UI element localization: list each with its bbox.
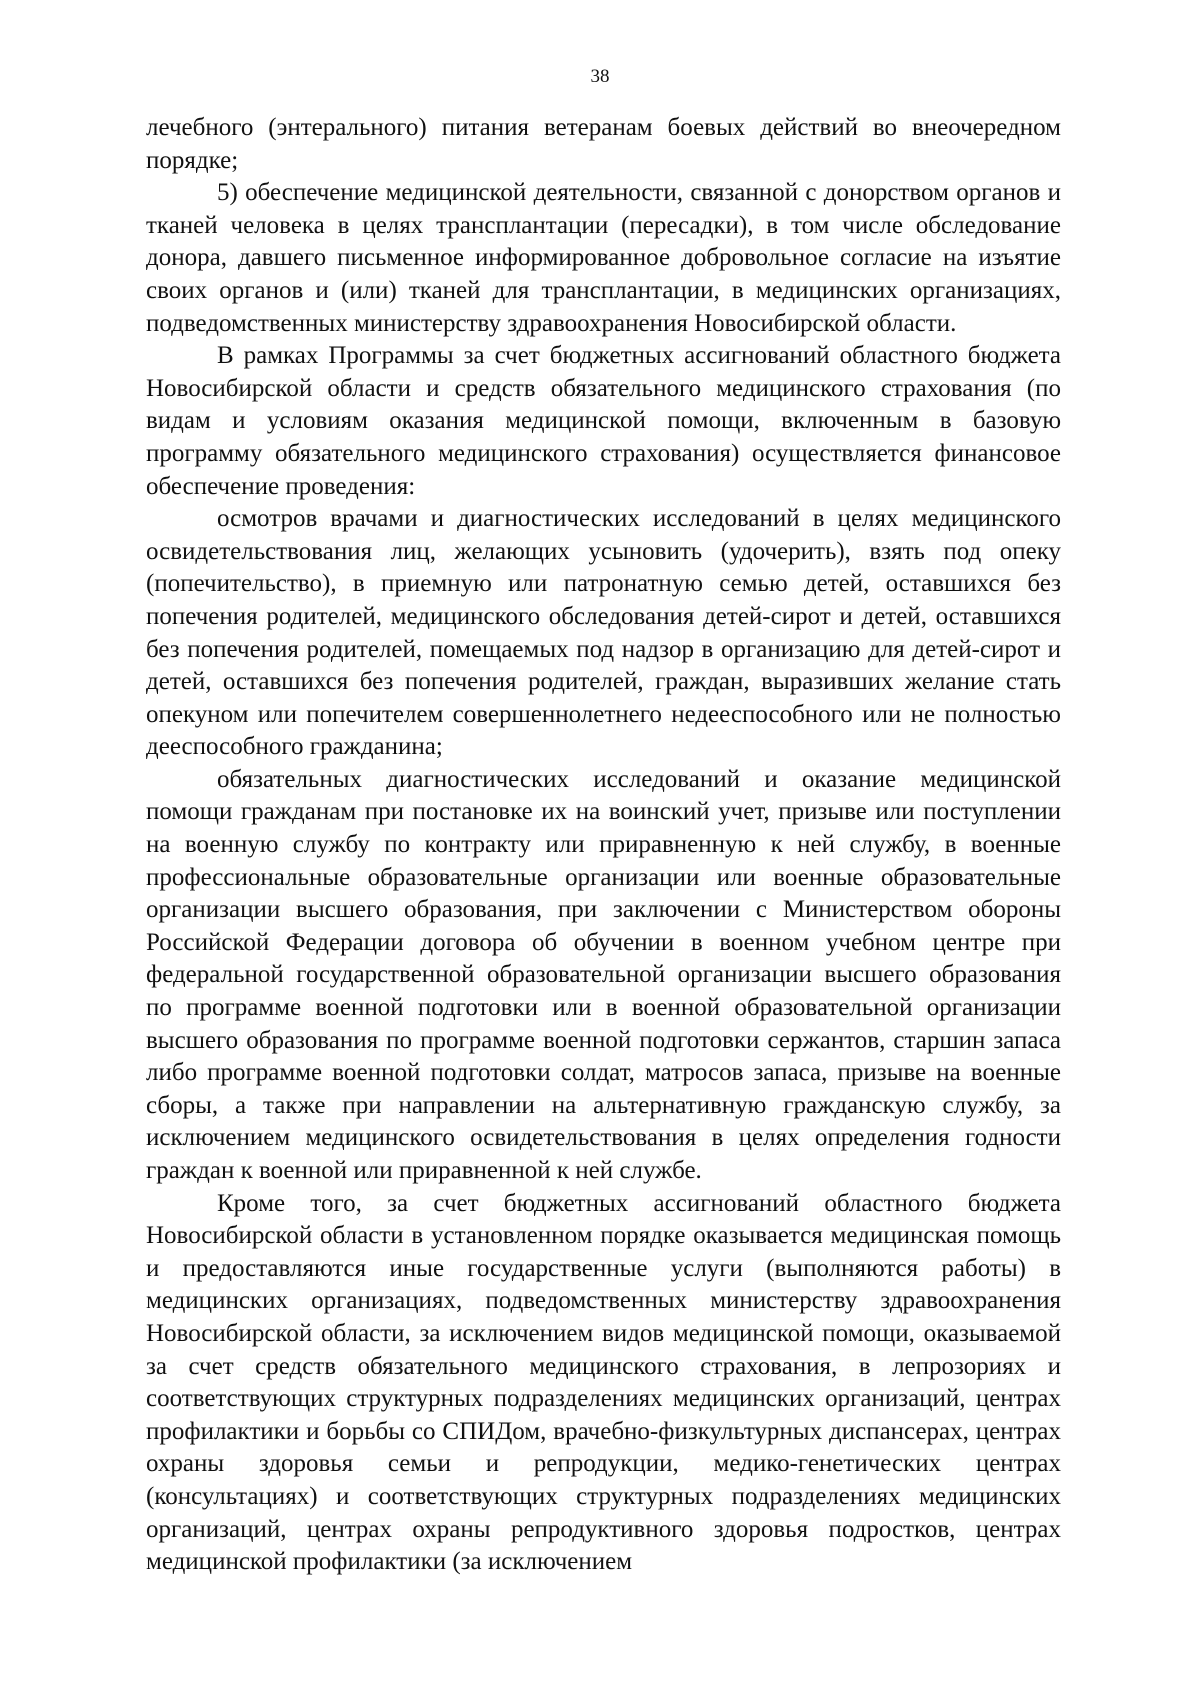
paragraph-item-5-organ-donation: 5) обеспечение медицинской деятельности, связанной с донорством органов и тканей человека в целях трансплантации (пересадки), в том числе обследование донора, давшего письменное информированное добровольное согласие на изъятие своих органов и (или) тканей для трансплантации, в медицинских организациях, подведомственных министерству здравоохранения Новосибирской области. bbox=[146, 179, 1061, 337]
paragraph-continuation: лечебного (энтерального) питания ветеранам боевых действий во внеочередном порядке; bbox=[146, 114, 1061, 174]
paragraph-military-examinations: обязательных диагностических исследований и оказание медицинской помощи гражданам при постановке их на воинский учет, призыве или поступлении на военную службу по контракту или приравненную к ней службу, в военные профессиональные образовательные организации или военные образовательные организации высшего образования, при заключении с Министерством обороны Российской Федерации договора об обучении в военном учебном центре при федеральной государственной образовательной организации высшего образования по программе военной подготовки или в военной образовательной организации высшего образования по программе военной подготовки сержантов, старшин запаса либо программе военной подготовки солдат, матросов запаса, призыве на военные сборы, а также при направлении на альтернативную гражданскую службу, за исключением медицинского освидетельствования в целях определения годности граждан к военной или приравненной к ней службе. bbox=[146, 765, 1061, 1184]
paragraph-program-financing: В рамках Программы за счет бюджетных ассигнований областного бюджета Новосибирской области и средств обязательного медицинского страхования (по видам и условиям оказания медицинской помощи, включенным в базовую программу обязательного медицинского страхования) осуществляется финансовое обеспечение проведения: bbox=[146, 342, 1061, 500]
paragraph-guardianship-examinations: осмотров врачами и диагностических исследований в целях медицинского освидетельствования лиц, желающих усыновить (удочерить), взять под опеку (попечительство), в приемную или патронатную семью детей, оставшихся без попечения родителей, медицинского обследования детей-сирот и детей, оставшихся без попечения родителей, помещаемых под надзор в организацию для детей-сирот и детей, оставшихся без попечения родителей, граждан, выразивших желание стать опекуном или попечителем совершеннолетнего недееспособного или не полностью дееспособного гражданина; bbox=[146, 505, 1061, 761]
page-number: 38 bbox=[590, 66, 610, 87]
document-body bbox=[146, 112, 1061, 1579]
paragraph-regional-budget-services: Кроме того, за счет бюджетных ассигнований областного бюджета Новосибирской области в установленном порядке оказывается медицинская помощь и предоставляются иные государственные услуги (выполняются работы) в медицинских организациях, подведомственных министерству здравоохранения Новосибирской области, за исключением видов медицинской помощи, оказываемой за счет средств обязательного медицинского страхования, в лепрозориях и соответствующих структурных подразделениях медицинских организаций, центрах профилактики и борьбы со СПИДом, врачебно-физкультурных диспансерах, центрах охраны здоровья семьи и репродукции, медико-генетических центрах (консультациях) и соответствующих структурных подразделениях медицинских организаций, центрах охраны репродуктивного здоровья подростков, центрах медицинской профилактики (за исключением bbox=[146, 1189, 1061, 1576]
